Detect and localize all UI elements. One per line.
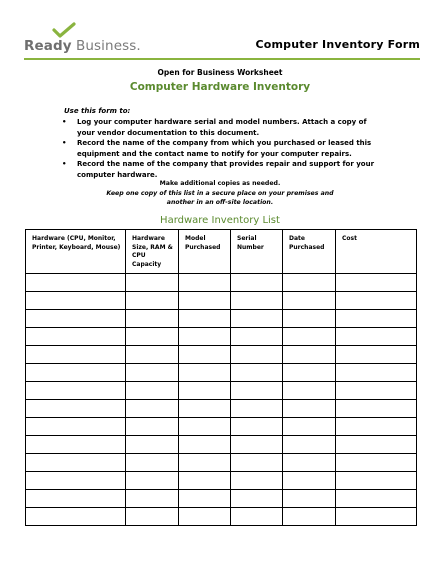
- table-cell[interactable]: [231, 274, 283, 292]
- table-cell[interactable]: [231, 364, 283, 382]
- table-header-row: [26, 230, 417, 274]
- inventory-list-title: Hardware Inventory List: [160, 215, 280, 226]
- table-cell[interactable]: [336, 400, 417, 418]
- worksheet-subtitle: Open for Business Worksheet: [157, 68, 283, 77]
- ready-business-logo: [24, 22, 164, 54]
- table-row: [26, 274, 417, 292]
- table-cell[interactable]: [126, 328, 179, 346]
- table-cell[interactable]: [336, 292, 417, 310]
- table-cell[interactable]: [179, 310, 231, 328]
- table-cell[interactable]: [126, 400, 179, 418]
- table-cell[interactable]: [336, 418, 417, 436]
- table-cell[interactable]: [231, 292, 283, 310]
- table-cell[interactable]: [336, 346, 417, 364]
- table-row: [26, 472, 417, 490]
- table-cell[interactable]: [126, 454, 179, 472]
- table-row: [26, 400, 417, 418]
- table-cell[interactable]: [231, 418, 283, 436]
- bullet-icon: •: [62, 118, 67, 126]
- table-cell[interactable]: [231, 454, 283, 472]
- table-cell[interactable]: [283, 310, 336, 328]
- storage-note-line-2: another in an off-site location.: [166, 198, 274, 206]
- table-cell[interactable]: [336, 472, 417, 490]
- table-cell[interactable]: [336, 382, 417, 400]
- table-row: [26, 292, 417, 310]
- table-body: [26, 274, 417, 526]
- table-cell[interactable]: [231, 310, 283, 328]
- table-cell[interactable]: [126, 418, 179, 436]
- storage-note-line-1: Keep one copy of this list in a secure place on your premises and: [106, 190, 334, 197]
- table-cell[interactable]: [179, 346, 231, 364]
- table-cell[interactable]: [283, 346, 336, 364]
- form-title: Computer Inventory Form: [255, 38, 420, 51]
- table-cell[interactable]: [336, 364, 417, 382]
- list-item: [60, 117, 380, 138]
- bullet-icon: •: [62, 139, 67, 147]
- table-cell[interactable]: [26, 364, 126, 382]
- page-header: [24, 20, 420, 60]
- table-cell[interactable]: [126, 310, 179, 328]
- table-cell[interactable]: [126, 292, 179, 310]
- table-cell[interactable]: [283, 418, 336, 436]
- table-row: [26, 364, 417, 382]
- table-cell[interactable]: [126, 346, 179, 364]
- table-cell[interactable]: [283, 292, 336, 310]
- table-cell[interactable]: [26, 472, 126, 490]
- table-cell[interactable]: [231, 400, 283, 418]
- table-cell[interactable]: [26, 328, 126, 346]
- table-cell[interactable]: [179, 454, 231, 472]
- table-cell[interactable]: [26, 346, 126, 364]
- table-row: [26, 418, 417, 436]
- table-cell[interactable]: [231, 328, 283, 346]
- intro-text: Use this form to:: [64, 107, 131, 115]
- table-cell[interactable]: [283, 472, 336, 490]
- table-cell[interactable]: [283, 400, 336, 418]
- table-row: [26, 454, 417, 472]
- table-cell[interactable]: [336, 508, 417, 526]
- hardware-inventory-table: [25, 229, 417, 526]
- column-header-capacity: Hardware Size, RAM & CPU Capacity: [126, 230, 179, 274]
- table-row: [26, 490, 417, 508]
- list-item-text: Record the name of the company from which you purchased or leased this equipment and the contact name to notify for your computer repairs.: [77, 139, 372, 158]
- table-cell[interactable]: [336, 274, 417, 292]
- column-header-cost: Cost: [336, 230, 417, 274]
- table-cell[interactable]: [179, 400, 231, 418]
- table-cell[interactable]: [231, 346, 283, 364]
- table-cell[interactable]: [336, 454, 417, 472]
- table-cell[interactable]: [179, 292, 231, 310]
- table-cell[interactable]: [26, 310, 126, 328]
- column-header-hardware: Hardware (CPU, Monitor, Printer, Keyboard, Mouse): [26, 230, 126, 274]
- table-cell[interactable]: [231, 382, 283, 400]
- bullet-icon: •: [62, 160, 67, 168]
- table-cell[interactable]: [179, 508, 231, 526]
- table-cell[interactable]: [231, 472, 283, 490]
- table-cell[interactable]: [179, 472, 231, 490]
- table-cell[interactable]: [283, 382, 336, 400]
- table-cell[interactable]: [26, 382, 126, 400]
- table-cell[interactable]: [126, 436, 179, 454]
- table-cell[interactable]: [336, 328, 417, 346]
- table-cell[interactable]: [26, 436, 126, 454]
- table-cell[interactable]: [283, 454, 336, 472]
- table-cell[interactable]: [283, 436, 336, 454]
- table-cell[interactable]: [283, 274, 336, 292]
- logo-word-business: Business.: [76, 38, 141, 54]
- table-cell[interactable]: [126, 274, 179, 292]
- table-cell[interactable]: [179, 490, 231, 508]
- table-cell[interactable]: [126, 364, 179, 382]
- table-cell[interactable]: [231, 436, 283, 454]
- storage-note: [0, 190, 440, 207]
- table-cell[interactable]: [231, 490, 283, 508]
- table-cell[interactable]: [26, 292, 126, 310]
- table-cell[interactable]: [126, 508, 179, 526]
- header-divider: [24, 58, 420, 60]
- table-cell[interactable]: [179, 364, 231, 382]
- table-cell[interactable]: [179, 328, 231, 346]
- table-cell[interactable]: [231, 508, 283, 526]
- table-cell[interactable]: [26, 508, 126, 526]
- logo-word-ready: Ready: [24, 38, 72, 54]
- table-cell[interactable]: [283, 490, 336, 508]
- list-item: [60, 138, 380, 159]
- copies-note: Make additional copies as needed.: [159, 180, 281, 187]
- table-cell[interactable]: [283, 508, 336, 526]
- table-cell[interactable]: [179, 436, 231, 454]
- table-cell[interactable]: [283, 328, 336, 346]
- list-item: [60, 159, 380, 180]
- table-cell[interactable]: [336, 490, 417, 508]
- table-cell[interactable]: [336, 436, 417, 454]
- table-cell[interactable]: [26, 274, 126, 292]
- table-cell[interactable]: [283, 364, 336, 382]
- table-row: [26, 436, 417, 454]
- table-cell[interactable]: [26, 490, 126, 508]
- table-cell[interactable]: [26, 454, 126, 472]
- table-row: [26, 508, 417, 526]
- table-row: [26, 310, 417, 328]
- table-cell[interactable]: [126, 490, 179, 508]
- table-cell[interactable]: [179, 274, 231, 292]
- table-row: [26, 346, 417, 364]
- page-title: Computer Hardware Inventory: [129, 81, 311, 93]
- table-row: [26, 328, 417, 346]
- table-cell[interactable]: [26, 400, 126, 418]
- list-item-text: Log your computer hardware serial and model numbers. Attach a copy of your vendor documentation to this document.: [77, 118, 367, 137]
- column-header-date: Date Purchased: [283, 230, 336, 274]
- table-row: [26, 382, 417, 400]
- instructions-list: [60, 117, 380, 180]
- table-cell[interactable]: [336, 310, 417, 328]
- column-header-serial: Serial Number: [231, 230, 283, 274]
- list-item-text: Record the name of the company that provides repair and support for your computer hardware.: [77, 160, 375, 179]
- column-header-model: Model Purchased: [179, 230, 231, 274]
- table-cell[interactable]: [26, 418, 126, 436]
- table-cell[interactable]: [126, 382, 179, 400]
- table-cell[interactable]: [179, 382, 231, 400]
- logo-text: [24, 38, 141, 54]
- table-cell[interactable]: [126, 472, 179, 490]
- table-cell[interactable]: [179, 418, 231, 436]
